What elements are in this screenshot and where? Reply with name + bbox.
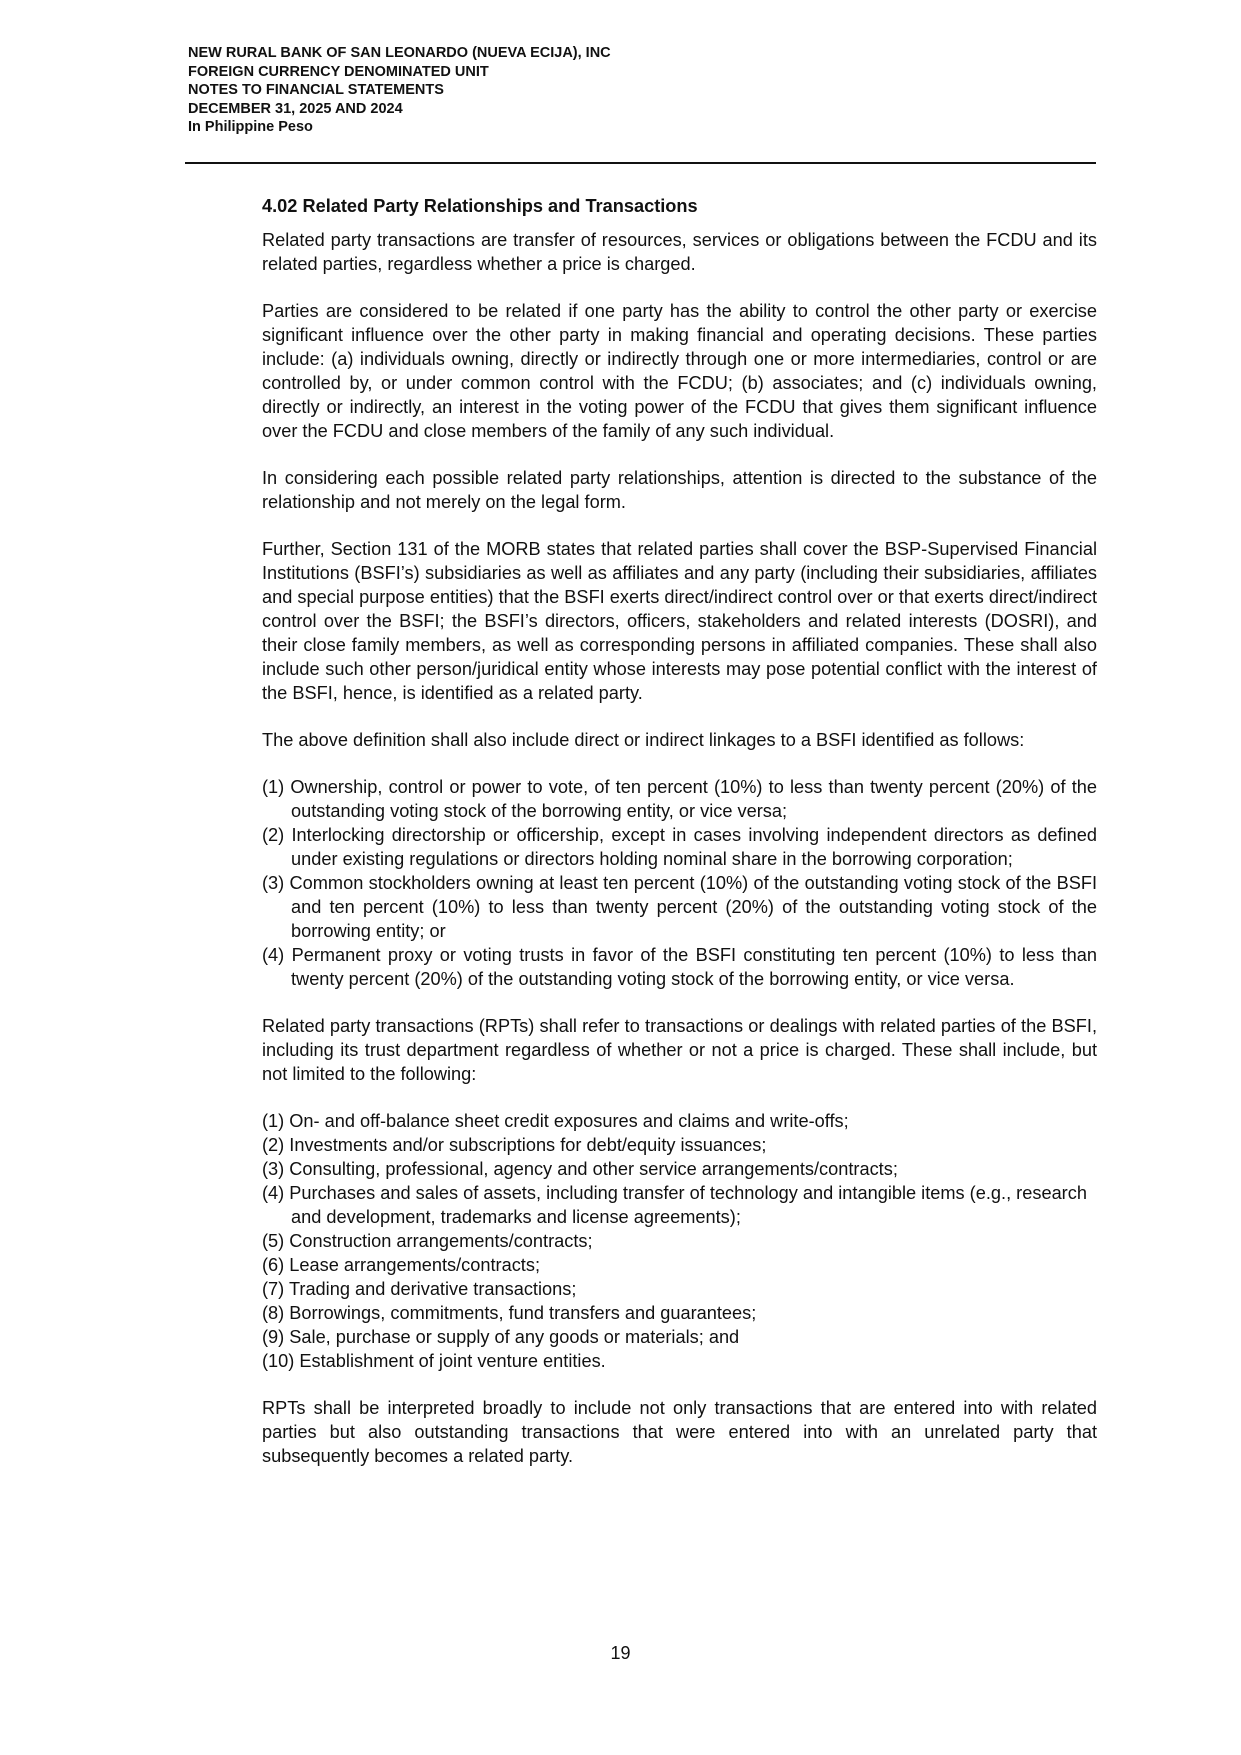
list-item: (1) On- and off-balance sheet credit exposures and claims and write-offs; <box>262 1111 849 1131</box>
list-item: (10) Establishment of joint venture entities. <box>262 1351 606 1371</box>
paragraph-definition: Related party transactions are transfer of resources, services or obligations between the FCDU and its related parties, regardless whether a price is charged. <box>262 230 1097 274</box>
list-item: (1) Ownership, control or power to vote, of ten percent (10%) to less than twenty percent (20%) of the outstanding voting stock of the borrowing entity, or vice versa; <box>262 777 1097 821</box>
header-divider <box>185 162 1096 164</box>
list-item: (2) Interlocking directorship or officership, except in cases involving independent directors as defined under existing regulations or directors holding nominal share in the borrowing corporation; <box>262 825 1097 869</box>
paragraph-substance: In considering each possible related party relationships, attention is directed to the substance of the relationship and not merely on the legal form. <box>262 468 1097 512</box>
linkages-list <box>262 775 1097 991</box>
notes-body <box>262 194 1097 1491</box>
rpt-items-list <box>262 1109 1097 1373</box>
list-item: (3) Common stockholders owning at least ten percent (10%) of the outstanding voting stock of the BSFI and ten percent (10%) to less than twenty percent (20%) of the outstanding voting stock of the borrowing entity; or <box>262 873 1097 941</box>
paragraph-related-parties: Parties are considered to be related if one party has the ability to control the other party or exercise significant influence over the other party in making financial and operating decisions. These parties include: (a) individuals owning, directly or indirectly through one or more intermediaries, control or are controlled by, or under common control with the FCDU; (b) associates; and (c) individuals owning, directly or indirectly, an interest in the voting power of the FCDU that gives them significant influence over the FCDU and close members of the family of any such individual. <box>262 301 1097 441</box>
paragraph-rpt-interpretation: RPTs shall be interpreted broadly to include not only transactions that are entered into with related parties but also outstanding transactions that were entered into with an unrelated party that subsequently becomes a related party. <box>262 1398 1097 1466</box>
list-item: (4) Purchases and sales of assets, including transfer of technology and intangible items (e.g., research and development, trademarks and license agreements); <box>262 1183 1087 1227</box>
list-item: (7) Trading and derivative transactions; <box>262 1279 577 1299</box>
paragraph-linkages-intro: The above definition shall also include direct or indirect linkages to a BSFI identified as follows: <box>262 730 1025 750</box>
list-item: (6) Lease arrangements/contracts; <box>262 1255 540 1275</box>
list-item: (4) Permanent proxy or voting trusts in favor of the BSFI constituting ten percent (10%) to less than twenty percent (20%) of the outstanding voting stock of the borrowing entity, or vice versa. <box>262 945 1097 989</box>
list-item: (8) Borrowings, commitments, fund transfers and guarantees; <box>262 1303 757 1323</box>
header-period: DECEMBER 31, 2025 AND 2024 <box>188 100 403 117</box>
header-statement-title: NOTES TO FINANCIAL STATEMENTS <box>188 82 444 98</box>
list-item: (5) Construction arrangements/contracts; <box>262 1231 593 1251</box>
header-company-name: NEW RURAL BANK OF SAN LEONARDO (NUEVA ECIJA), INC <box>188 45 611 61</box>
section-title: 4.02 Related Party Relationships and Transactions <box>262 196 698 216</box>
list-item: (9) Sale, purchase or supply of any goods or materials; and <box>262 1327 740 1347</box>
header-unit-name: FOREIGN CURRENCY DENOMINATED UNIT <box>188 63 489 80</box>
list-item: (2) Investments and/or subscriptions for debt/equity issuances; <box>262 1135 767 1155</box>
page-number: 19 <box>610 1643 631 1663</box>
list-item: (3) Consulting, professional, agency and other service arrangements/contracts; <box>262 1159 898 1179</box>
paragraph-morb-section-131: Further, Section 131 of the MORB states that related parties shall cover the BSP-Supervised Financial Institutions (BSFI’s) subsidiaries as well as affiliates and any party (including their subsidiaries, affiliates and special purpose entities) that the BSFI exerts direct/indirect control over or that exerts direct/indirect control over the BSFI; the BSFI’s directors, officers, stakeholders and related interests (DOSRI), and their close family members, as well as corresponding persons in affiliated companies. These shall also include such other person/juridical entity whose interests may pose potential conflict with the interest of the BSFI, hence, is identified as a related party. <box>262 539 1097 703</box>
header-currency: In Philippine Peso <box>188 119 313 135</box>
paragraph-rpt-definition: Related party transactions (RPTs) shall refer to transactions or dealings with related parties of the BSFI, including its trust department regardless of whether or not a price is charged. These shall include, but not limited to the following: <box>262 1016 1097 1084</box>
document-header <box>188 44 611 137</box>
